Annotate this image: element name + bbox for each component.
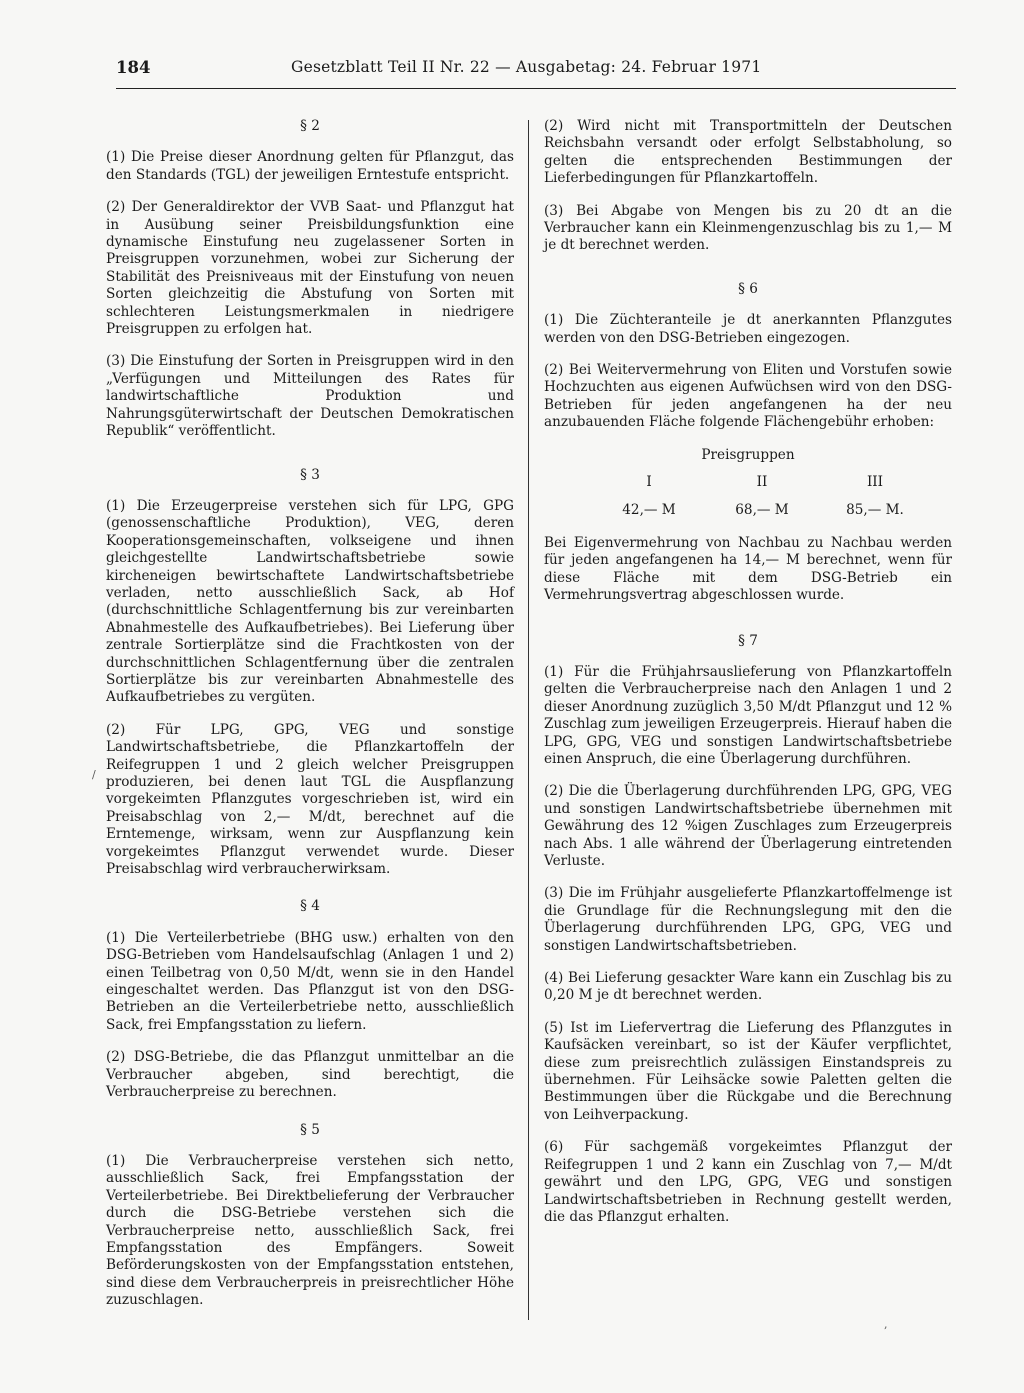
page-header: [116, 58, 956, 86]
fee-table-amounts: [544, 502, 952, 519]
section-heading: § 5: [300, 1121, 320, 1138]
paragraph: (1) Die Verbraucherpreise verstehen sich netto, ausschließlich Sack, frei Empfangsstation der Verteilerbetriebe. Bei Direktbelieferung der Verbraucher durch die DSG-Betriebe verstehen sich die Verbraucherpreise netto, ausschließlich Sack, frei Empfangsstation des Empfängers. Soweit Beförderungskosten von der Empfangsstation entstehen, sind diese dem Verbraucherpreis in preisrechtlicher Höhe zuzuschlagen.: [106, 1152, 514, 1309]
paragraph: (2) Der Generaldirektor der VVB Saat- und Pflanzgut hat in Ausübung seiner Preisbildungsfunktion eine dynamische Einstufung neu zugelassener Sorten in Preisgruppen vorzunehmen, wobei zur Sicherung der Stabilität des Preisniveaus mit der Einstufung von neuen Sorten gleichzeitig die Abstufung von Sorten mit schlechteren Leistungsmerkmalen in niedrigere Preisgruppen zu erfolgen hat.: [106, 199, 514, 338]
section-heading: § 4: [300, 898, 320, 915]
price-group-label: I: [646, 474, 652, 491]
section-heading: § 2: [300, 118, 320, 134]
fee-table: [544, 447, 952, 519]
fee-amount: 85,— M.: [846, 501, 904, 518]
section-heading: § 7: [738, 632, 758, 649]
section-heading: § 6: [738, 280, 758, 297]
fee-table-title: Preisgruppen: [701, 446, 795, 463]
paragraph: (2) Wird nicht mit Transportmitteln der Deutschen Reichsbahn versandt oder erfolgt Selbstabholung, so gelten die entsprechenden Bestimmungen der Lieferbedingungen für Pflanzkartoffeln.: [544, 118, 952, 187]
price-group-label: II: [756, 474, 768, 491]
paragraph: (1) Die Preise dieser Anordnung gelten für Pflanzgut, das den Standards (TGL) der jeweiligen Erntestufe entspricht.: [106, 149, 514, 183]
scan-mark: /: [92, 768, 96, 781]
page-number: 184: [116, 58, 151, 77]
paragraph: Bei Eigenvermehrung von Nachbau zu Nachbau werden für jeden angefangenen ha 14,— M berechnet, wenn für diese Fläche mit dem DSG-Betrieb ein Vermehrungsvertrag abgeschlossen wurde.: [544, 534, 952, 604]
gazette-title: Gesetzblatt Teil II Nr. 22 — Ausgabetag: 24. Februar 1971: [291, 58, 762, 76]
price-group-label: III: [866, 474, 884, 491]
paragraph: (1) Die Züchteranteile je dt anerkannten Pflanzgutes werden von den DSG-Betrieben eingezogen.: [544, 312, 952, 346]
left-column: [106, 118, 514, 1325]
column-divider: [528, 120, 529, 1320]
paragraph: (4) Bei Lieferung gesackter Ware kann ein Zuschlag bis zu 0,20 M je dt berechnet werden.: [544, 970, 952, 1004]
paragraph: (2) Bei Weitervermehrung von Eliten und Vorstufen sowie Hochzuchten aus eigenen Aufwüchsen wird von den DSG-Betrieben für jeden angefangenen ha der neu anzubauenden Fläche folgende Flächengebühr erhoben:: [544, 362, 952, 431]
paragraph: (3) Die im Frühjahr ausgelieferte Pflanzkartoffelmenge ist die Grundlage für die Rechnungslegung mit den die Überlagerung durchführenden LPG, GPG, VEG und sonstigen Landwirtschaftsbetrieben.: [544, 885, 952, 954]
right-column: [544, 118, 952, 1241]
paragraph: (1) Die Erzeugerpreise verstehen sich für LPG, GPG (genossenschaftliche Produktion), VEG, deren Kooperationsgemeinschaften, volkseigene und ihnen gleichgestellte Landwirtschaftsbetriebe sowie kircheneigen bewirtschaftete Landwirtschaftsbetriebe verladen, netto ausschließlich Sack, ab Hof (durchschnittliche Schlagentfernung bis zur vereinbarten Abnahmestelle des Aufkaufbetriebes). Bei Lieferung über zentrale Sortierplätze sind die Frachtkosten von der durchschnittlichen Schlagentfernung über die zentralen Sortierplätze bis zur vereinbarten Abnahmestelle des Aufkaufbetriebes zu vergüten.: [106, 497, 514, 706]
paragraph: (2) Für LPG, GPG, VEG und sonstige Landwirtschaftsbetriebe, die Pflanzkartoffeln der Reifegruppen 1 und 2 gleich welcher Preisgruppen produzieren, bei denen laut TGL die Auspflanzung vorgekeimten Pflanzgutes vorgeschrieben ist, wird ein Preisabschlag von 2,— M/dt, berechnet auf die Erntemenge, wirksam, wenn zur Auspflanzung kein vorgekeimtes Pflanzgut verwendet wurde. Dieser Preisabschlag wird verbraucherwirksam.: [106, 721, 514, 878]
paragraph: (2) DSG-Betriebe, die das Pflanzgut unmittelbar an die Verbraucher abgeben, sind berechtigt, die Verbraucherpreise zu berechnen.: [106, 1049, 514, 1101]
paragraph: (5) Ist im Liefervertrag die Lieferung des Pflanzgutes in Kaufsäcken vereinbart, so ist der Käufer verpflichtet, diese zum preisrechtlich zulässigen Einstandspreis zu übernehmen. Für Leihsäcke sowie Paletten gelten die Bestimmungen über die Rückgabe und die Berechnung von Leihverpackung.: [544, 1019, 952, 1123]
fee-amount: 42,— M: [622, 501, 676, 518]
fee-amount: 68,— M: [735, 501, 789, 518]
paragraph: (2) Die die Überlagerung durchführenden LPG, GPG, VEG und sonstigen Landwirtschaftsbetriebe übernehmen mit Gewährung des 12 %igen Zuschlages zum Erzeugerpreis nach Abs. 1 alle während der Überlagerung eintretenden Verluste.: [544, 783, 952, 869]
paragraph: (1) Die Verteilerbetriebe (BHG usw.) erhalten von den DSG-Betrieben vom Handelsaufschlag (Anlagen 1 und 2) einen Teilbetrag von 0,50 M/dt, wenn sie in den Handel eingeschaltet werden. Das Pflanzgut ist von den DSG-Betrieben an die Verteilerbetriebe netto, ausschließlich Sack, frei Empfangsstation zu liefern.: [106, 929, 514, 1033]
paragraph: (6) Für sachgemäß vorgekeimtes Pflanzgut der Reifegruppen 1 und 2 kann ein Zuschlag von 7,— M/dt gewährt und den LPG, GPG, VEG und sonstigen Landwirtschaftsbetrieben in Rechnung gestellt werden, die das Pflanzgut erhalten.: [544, 1139, 952, 1225]
scan-mark: ,: [884, 1318, 888, 1331]
section-heading: § 3: [300, 466, 320, 483]
paragraph: (3) Die Einstufung der Sorten in Preisgruppen wird in den „Verfügungen und Mitteilungen des Rates für landwirtschaftliche Produktion und Nahrungsgüterwirtschaft der Deutschen Demokratischen Republik“ veröffentlicht.: [106, 353, 514, 440]
paragraph: (3) Bei Abgabe von Mengen bis zu 20 dt an die Verbraucher kann ein Kleinmengenzuschlag bis zu 1,— M je dt berechnet werden.: [544, 202, 952, 254]
paragraph: (1) Für die Frühjahrsauslieferung von Pflanzkartoffeln gelten die Verbraucherpreise nach den Anlagen 1 und 2 dieser Anordnung zuzüglich 3,50 M/dt Pflanzgut und 12 % Zuschlag zum jeweiligen Erzeugerpreis. Hierauf haben die LPG, GPG, VEG und sonstigen Landwirtschaftsbetriebe einen Anspruch, die eine Überlagerung durchführen.: [544, 663, 952, 767]
fee-table-groups: [544, 474, 952, 491]
header-rule: [116, 88, 956, 89]
